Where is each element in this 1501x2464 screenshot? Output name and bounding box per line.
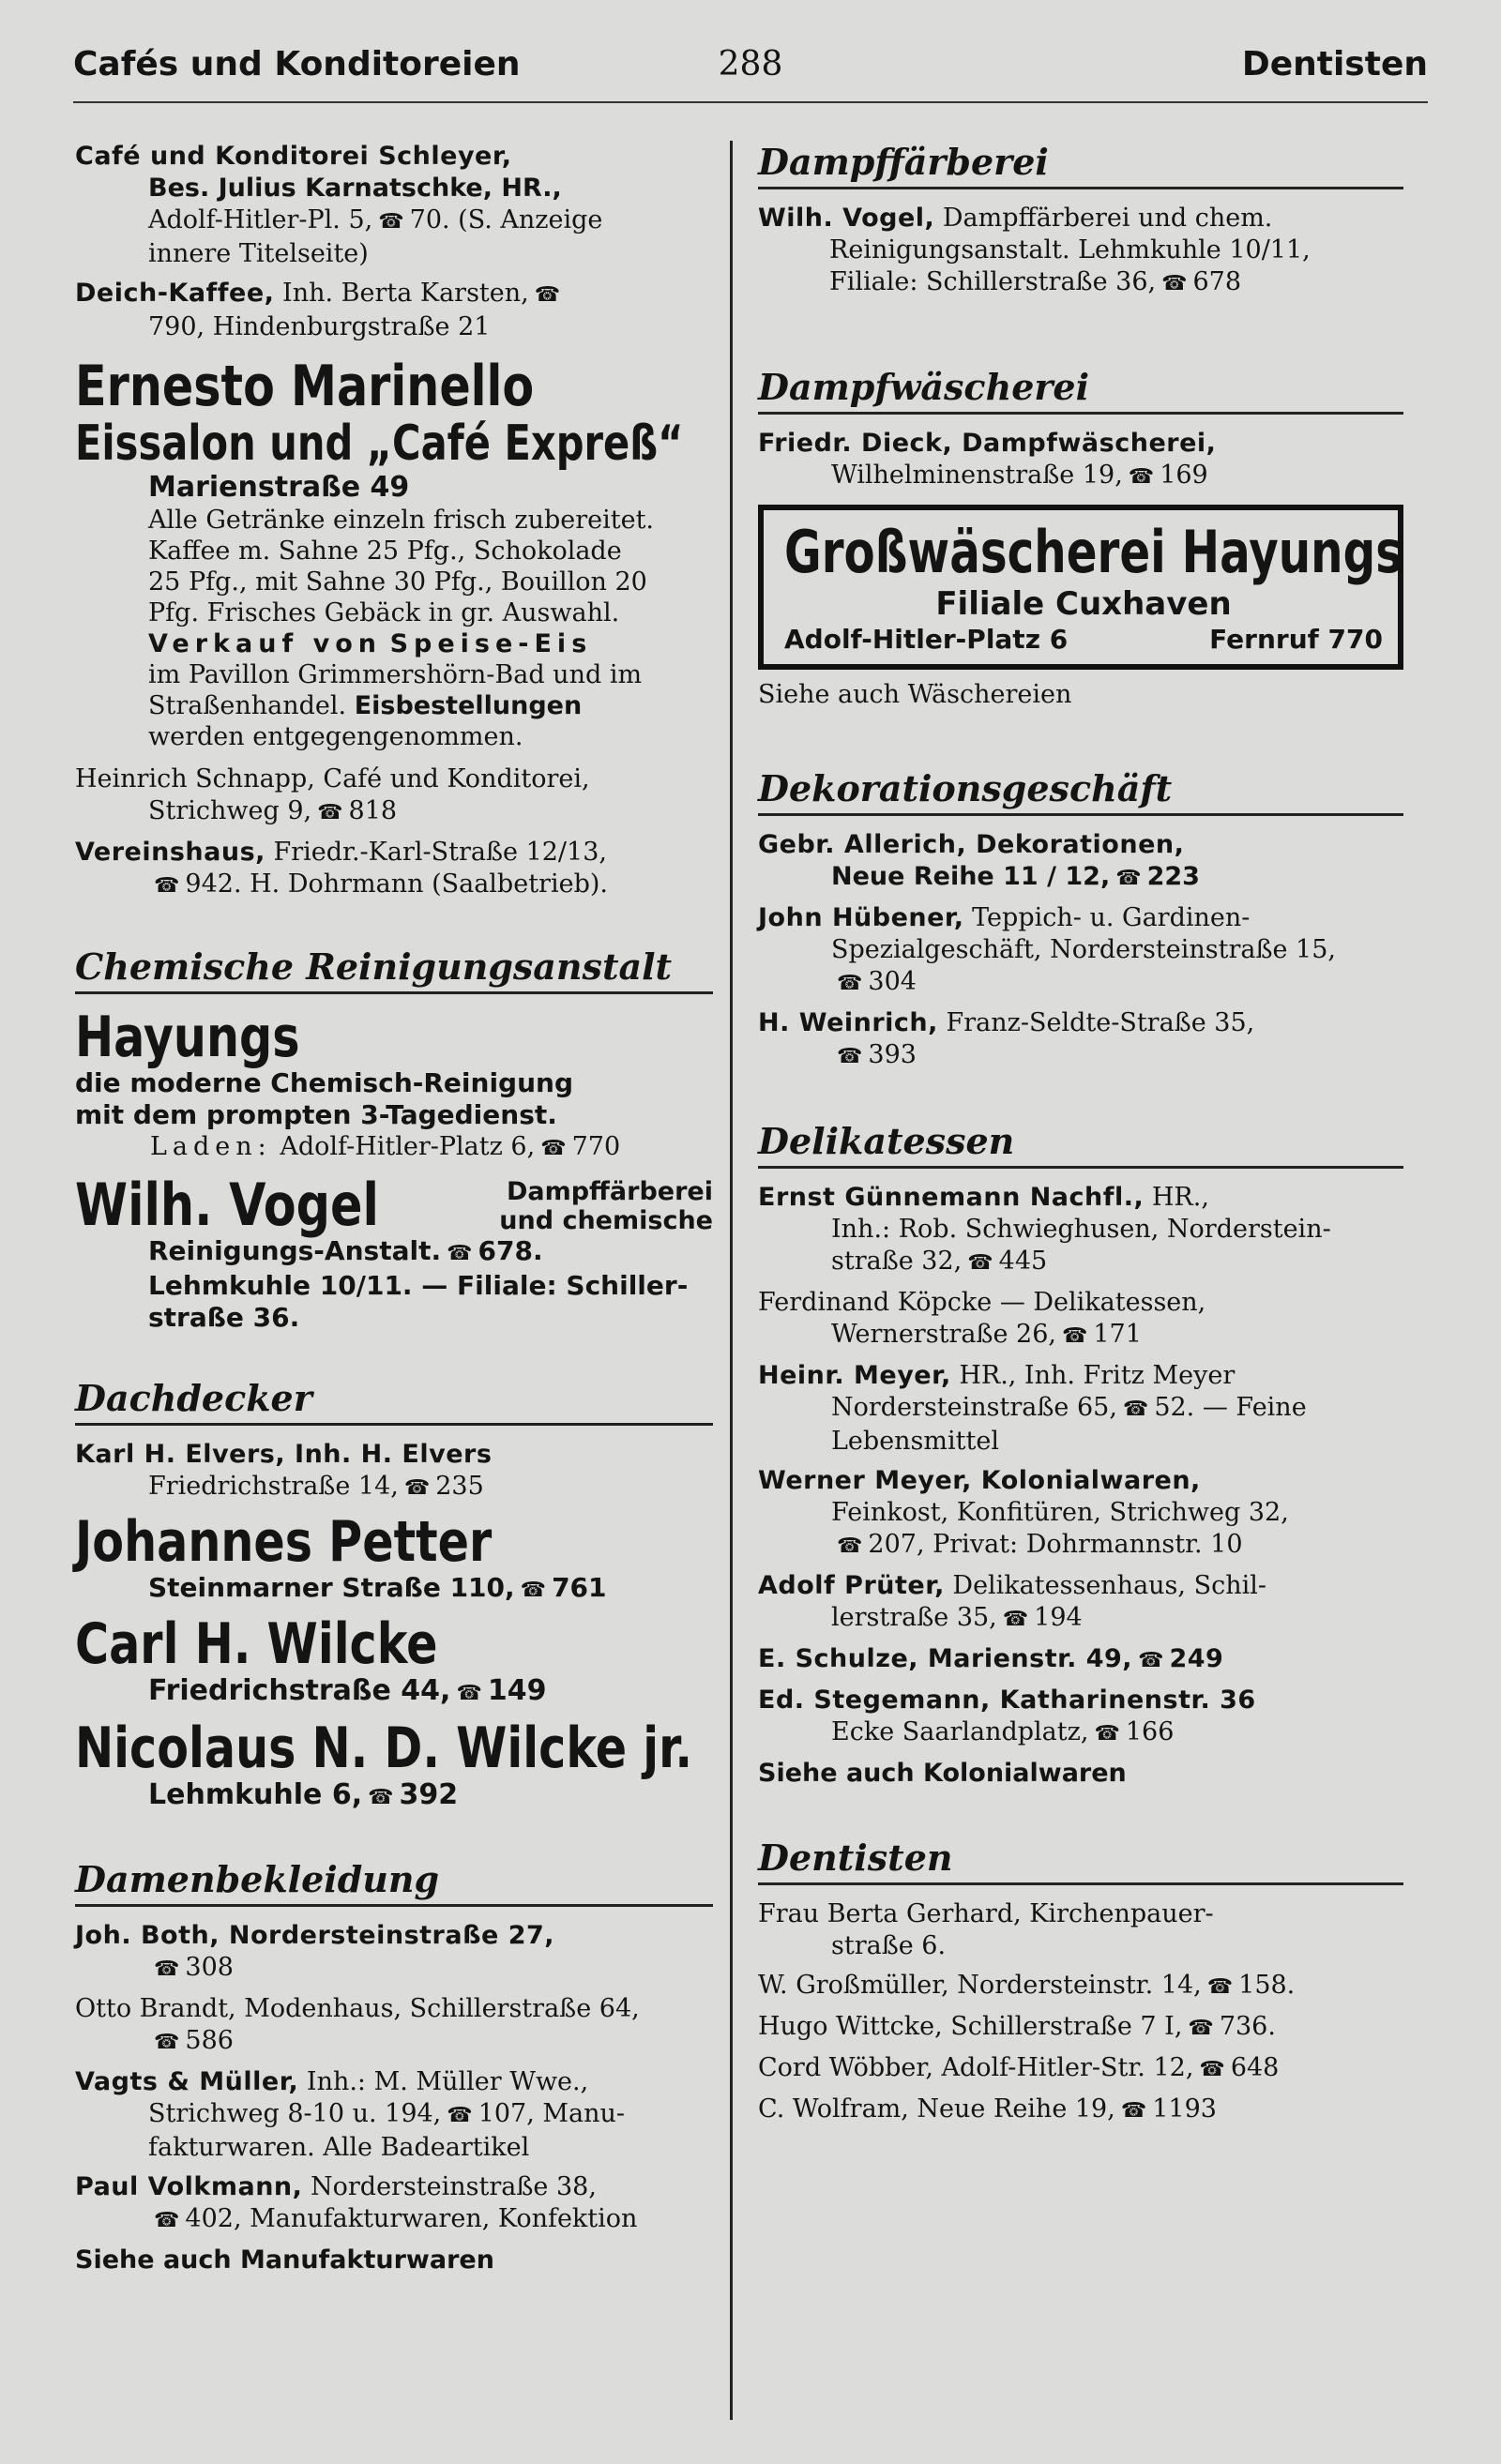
- ad-text: straße 36.: [148, 1302, 300, 1333]
- telephone-icon: ☎: [368, 1786, 394, 1809]
- ad-text: Pfg. Frisches Gebäck in gr. Auswahl.: [148, 598, 620, 627]
- hayungs-ad-box: [758, 505, 1403, 670]
- entry-line: [758, 266, 1403, 300]
- telephone-icon: ☎: [447, 1242, 473, 1265]
- list-item: [758, 1182, 1403, 1279]
- ad-text: [75, 1778, 713, 1815]
- entry-text: 445: [998, 1247, 1048, 1276]
- entry-line: [75, 204, 713, 238]
- entry-line: [758, 1392, 1403, 1426]
- entry-name: Wilh. Vogel,: [758, 204, 935, 233]
- ad-text: [75, 1572, 713, 1607]
- ad-title: Ernesto Marinello: [75, 354, 535, 419]
- entry-line: [758, 1319, 1403, 1353]
- right-column: [758, 141, 1403, 2135]
- entry-name: Gebr. Allerich, Dekorationen,: [758, 830, 1185, 859]
- entry-name: Friedr. Dieck, Dampfwäscherei,: [758, 429, 1217, 458]
- entry-line: [75, 869, 713, 902]
- entry-text: straße 32,: [831, 1247, 963, 1276]
- section-dampfwaescherei: [758, 366, 1403, 711]
- list-item: [758, 902, 1403, 1000]
- section-heading: Delikatessen: [758, 1120, 1403, 1169]
- entry-name: Vagts & Müller,: [75, 2067, 299, 2096]
- entry-line: [75, 1952, 713, 1986]
- entry-line: Spezialgeschäft, Nordersteinstraße 15,: [831, 935, 1336, 964]
- entry-text: 70. (S. Anzeige: [409, 205, 603, 234]
- ad-title: Hayungs: [75, 1005, 300, 1070]
- entry-line: [758, 1039, 1403, 1073]
- list-item: [758, 2094, 1403, 2127]
- entry-text: Dampffärberei und chem.: [942, 204, 1273, 233]
- list-item: [758, 1970, 1403, 2003]
- entry-text: 171: [1093, 1320, 1142, 1349]
- telephone-icon: ☎: [534, 283, 561, 307]
- section-dentisten: [758, 1837, 1403, 2127]
- entry-text: Friedr.-Karl-Straße 12/13,: [273, 838, 607, 867]
- list-item: [758, 1643, 1403, 1677]
- list-item: [758, 1898, 1403, 1962]
- section-heading: Dampfwäscherei: [758, 366, 1403, 415]
- left-column: [75, 141, 713, 2276]
- entry-text: Delikatessenhaus, Schil-: [952, 1571, 1266, 1600]
- entry-line: Feinkost, Konfitüren, Strichweg 32,: [831, 1498, 1289, 1527]
- entry-text: Otto Brandt, Modenhaus, Schillerstraße 64,: [75, 1994, 640, 2023]
- entry-text: lerstraße 35,: [831, 1603, 997, 1632]
- entry-name: Heinr. Meyer,: [758, 1361, 951, 1390]
- ad-text-part: 392: [399, 1778, 459, 1811]
- telephone-icon: ☎: [456, 1682, 482, 1705]
- entry-name: Ernst Günnemann Nachfl.,: [758, 1183, 1145, 1212]
- list-item: [758, 428, 1403, 493]
- telephone-icon: ☎: [317, 801, 343, 824]
- list-item: [758, 1287, 1403, 1353]
- telephone-icon: ☎: [154, 874, 180, 898]
- entry-text: HR., Inh. Fritz Meyer: [959, 1361, 1236, 1390]
- entry-name: H. Weinrich,: [758, 1008, 938, 1037]
- entry-line: [758, 1529, 1403, 1563]
- entry-line: Lebensmittel: [831, 1427, 999, 1456]
- section-delikatessen: [758, 1120, 1403, 1790]
- see-also: Siehe auch Manufakturwaren: [75, 2245, 494, 2275]
- entry-text: Ecke Saarlandplatz,: [831, 1717, 1089, 1746]
- entry-text: 169: [1160, 461, 1208, 490]
- entry-text: Strichweg 9,: [148, 796, 312, 825]
- marinello-ad: [75, 356, 713, 752]
- entry-text: 107, Manu-: [478, 2099, 626, 2128]
- telephone-icon: ☎: [154, 1958, 180, 1981]
- telephone-icon: ☎: [447, 2104, 473, 2127]
- section-heading: Dachdecker: [75, 1377, 713, 1426]
- telephone-icon: ☎: [154, 2209, 180, 2232]
- ad-text-part: Friedrichstraße 44,: [148, 1674, 451, 1707]
- list-item: [75, 1920, 713, 1986]
- entry-line: fakturwaren. Alle Badeartikel: [148, 2133, 530, 2162]
- ad-text-part: 149: [487, 1674, 547, 1707]
- entry-text: Nordersteinstraße 65,: [831, 1393, 1117, 1422]
- ad-text-part: 770: [571, 1132, 621, 1161]
- list-item: [75, 278, 713, 343]
- entry-text: Frau Berta Gerhard, Kirchenpauer-: [758, 1899, 1214, 1928]
- list-item: [758, 203, 1403, 300]
- entry-text: 586: [185, 2026, 234, 2055]
- entry-text: 1193: [1152, 2094, 1217, 2124]
- telephone-icon: ☎: [967, 1251, 993, 1275]
- entry-text: 235: [435, 1472, 484, 1501]
- entry-text: Heinrich Schnapp, Café und Konditorei,: [75, 764, 590, 794]
- entry-text: Teppich- u. Gardinen-: [972, 903, 1251, 932]
- entry-line: [75, 2098, 713, 2132]
- entry-line: Bes. Julius Karnatschke, HR.,: [148, 174, 562, 203]
- entry-text: 648: [1230, 2053, 1280, 2082]
- ad-side: [385, 1177, 713, 1235]
- entry-text: 223: [1146, 862, 1200, 891]
- telephone-icon: ☎: [540, 1137, 567, 1160]
- ad-text: werden entgegengenommen.: [148, 722, 523, 751]
- entry-line: [758, 861, 1403, 895]
- entry-text: Friedrichstraße 14,: [148, 1472, 399, 1501]
- entry-line: [758, 1246, 1403, 1279]
- section-dampffaerberei: [758, 141, 1403, 300]
- entry-text: Wernerstraße 26,: [831, 1320, 1056, 1349]
- ad-address: Adolf-Hitler-Platz 6: [784, 624, 1069, 655]
- page-header: [73, 45, 1428, 98]
- entry-text: 736.: [1219, 2012, 1276, 2041]
- header-left-title: Cafés und Konditoreien: [73, 45, 521, 83]
- entry-text: 308: [185, 1953, 234, 1982]
- ad-phone: Fernruf 770: [1209, 624, 1383, 655]
- telephone-icon: ☎: [154, 2031, 180, 2054]
- telephone-icon: ☎: [403, 1476, 431, 1500]
- ad-title: Carl H. Wilcke: [75, 1611, 438, 1677]
- entry-line: [758, 1602, 1403, 1636]
- entry-line: [75, 795, 713, 829]
- list-item: [758, 1465, 1403, 1563]
- entry-text: 304: [868, 967, 917, 996]
- entry-text: Strichweg 8-10 u. 194,: [148, 2099, 442, 2128]
- entry-text: 52. — Feine: [1154, 1393, 1307, 1422]
- ad-text: mit dem prompten 3-Tagedienst.: [75, 1099, 557, 1130]
- entry-line: [75, 1471, 713, 1504]
- ad-text: und chemische: [499, 1206, 713, 1235]
- ad-address: Marienstraße 49: [148, 471, 410, 504]
- entry-text: 942. H. Dohrmann (Saalbetrieb).: [185, 869, 608, 899]
- section-heading: Dampffärberei: [758, 141, 1403, 189]
- ad-text: 25 Pfg., mit Sahne 30 Pfg., Bouillon 20: [148, 567, 647, 597]
- ad-text-part: 761: [552, 1572, 607, 1603]
- telephone-icon: ☎: [378, 210, 404, 234]
- telephone-icon: ☎: [1206, 1975, 1234, 1999]
- ad-text: Lehmkuhle 10/11. — Filiale: Schiller-: [148, 1270, 689, 1301]
- ad-footer: [784, 623, 1383, 657]
- section-chemische-reinigung: [75, 945, 713, 1334]
- ad-text: Kaffee m. Sahne 25 Pfg., Schokolade: [148, 537, 622, 566]
- ad-emph: Speise-Eis: [389, 629, 593, 658]
- ad-text: [75, 1235, 713, 1270]
- header-right-title: Dentisten: [1241, 45, 1428, 83]
- column-divider: [730, 141, 733, 2420]
- section-damenbekleidung: [75, 1858, 713, 2276]
- telephone-icon: ☎: [837, 1045, 863, 1068]
- ad-text: die moderne Chemisch-Reinigung: [75, 1067, 574, 1098]
- ad-title: Wilh. Vogel: [75, 1171, 379, 1239]
- list-item: [75, 763, 713, 829]
- entry-text: Cord Wöbber, Adolf-Hitler-Str. 12,: [758, 2053, 1194, 2082]
- entry-text: 818: [348, 796, 398, 825]
- ad-text: [75, 690, 713, 721]
- telephone-icon: ☎: [1094, 1722, 1120, 1746]
- entry-line: innere Titelseite): [148, 239, 369, 268]
- list-item: [75, 1439, 713, 1504]
- list-item: [758, 1685, 1403, 1750]
- entry-name: Deich-Kaffee,: [75, 279, 275, 308]
- telephone-icon: ☎: [1199, 2058, 1225, 2081]
- entry-name: Werner Meyer, Kolonialwaren,: [758, 1466, 1201, 1495]
- ad-emph: Verkauf von: [148, 629, 382, 658]
- entry-line: [758, 460, 1403, 493]
- telephone-icon: ☎: [1188, 2017, 1214, 2040]
- entry-text: 166: [1125, 1717, 1175, 1746]
- list-item: [758, 2011, 1403, 2045]
- entry-name: John Hübener,: [758, 903, 964, 932]
- list-item: [758, 829, 1403, 895]
- entry-name: Café und Konditorei Schleyer,: [75, 142, 512, 171]
- telephone-icon: ☎: [1002, 1608, 1029, 1631]
- list-item: [758, 1570, 1403, 1636]
- list-item: [75, 1993, 713, 2059]
- ad-text: [75, 1674, 713, 1711]
- page-number: 288: [718, 45, 783, 83]
- entry-text: Wilhelminenstraße 19,: [831, 461, 1123, 490]
- section-heading: Damenbekleidung: [75, 1858, 713, 1907]
- section-heading: Dekorationsgeschäft: [758, 767, 1403, 816]
- telephone-icon: ☎: [1061, 1324, 1088, 1348]
- entry-line: 790, Hindenburgstraße 21: [148, 312, 491, 341]
- entry-line: [75, 2025, 713, 2059]
- telephone-icon: ☎: [1128, 465, 1155, 489]
- entry-line: [758, 1716, 1403, 1750]
- telephone-icon: ☎: [837, 1534, 863, 1558]
- entry-text: Inh.: M. Müller Wwe.,: [306, 2067, 589, 2096]
- entry-text: Adolf-Hitler-Pl. 5,: [148, 205, 373, 234]
- list-item: [75, 2066, 713, 2164]
- telephone-icon: ☎: [1115, 867, 1142, 890]
- ad-text-part: 678.: [478, 1235, 543, 1266]
- entry-text: Ferdinand Köpcke — Delikatessen,: [758, 1288, 1206, 1317]
- entry-text: Hugo Wittcke, Schillerstraße 7 I,: [758, 2012, 1183, 2041]
- telephone-icon: ☎: [520, 1579, 547, 1602]
- ad-text-part: Steinmarner Straße 110,: [148, 1572, 515, 1603]
- header-rule: [73, 101, 1428, 103]
- entry-name: Karl H. Elvers, Inh. H. Elvers: [75, 1440, 493, 1469]
- entry-text: 393: [868, 1040, 917, 1069]
- telephone-icon: ☎: [1120, 2099, 1147, 2123]
- entry-text: 194: [1034, 1603, 1083, 1632]
- entry-text: Nordersteinstraße 38,: [311, 2172, 597, 2201]
- ad-title: Großwäscherei Hayungs: [784, 518, 1403, 586]
- entry-text: Neue Reihe 11 / 12,: [831, 862, 1111, 891]
- section-heading: Dentisten: [758, 1837, 1403, 1885]
- telephone-icon: ☎: [1161, 272, 1188, 295]
- entry-text: 207, Privat: Dohrmannstr. 10: [868, 1530, 1243, 1559]
- list-item: [758, 1007, 1403, 1073]
- entry-phone: 249: [1169, 1644, 1224, 1673]
- list-item: [758, 1360, 1403, 1458]
- ad-text-part: Lehmkuhle 6,: [148, 1778, 363, 1811]
- ad-text: im Pavillon Grimmershörn-Bad und im: [148, 660, 643, 689]
- ad-emph: Eisbestellungen: [354, 691, 583, 720]
- entry-line: Reinigungsanstalt. Lehmkuhle 10/11,: [829, 235, 1311, 265]
- ad-text: [75, 628, 713, 659]
- entry-name: E. Schulze, Marienstr. 49,: [758, 1644, 1133, 1673]
- list-item: [758, 2052, 1403, 2086]
- telephone-icon: ☎: [1138, 1649, 1164, 1672]
- telephone-icon: ☎: [1122, 1398, 1149, 1421]
- section-heading: Chemische Reinigungsanstalt: [75, 945, 713, 994]
- vogel-ad: [75, 1171, 713, 1239]
- entry-text: Inh. Berta Karsten,: [282, 279, 529, 308]
- entry-line: [758, 966, 1403, 1000]
- entry-name: Paul Volkmann,: [75, 2172, 303, 2201]
- entry-text: Filiale: Schillerstraße 36,: [829, 267, 1157, 296]
- entry-text: 402, Manufakturwaren, Konfektion: [185, 2204, 638, 2233]
- telephone-icon: ☎: [837, 972, 863, 995]
- ad-text-part: Straßenhandel.: [148, 691, 347, 720]
- entry-name: Joh. Both, Nordersteinstraße 27,: [75, 1921, 555, 1950]
- ad-title: Johannes Petter: [75, 1509, 493, 1575]
- list-item: [75, 837, 713, 902]
- entry-text: 158.: [1238, 1971, 1296, 2000]
- entry-text: Franz-Seldte-Straße 35,: [946, 1008, 1255, 1037]
- section-dekorationsgeschaeft: [758, 767, 1403, 1073]
- ad-subtitle: Filiale Cuxhaven: [935, 585, 1232, 623]
- ad-text: Dampffärberei: [506, 1177, 713, 1206]
- entry-name: Ed. Stegemann, Katharinenstr. 36: [758, 1685, 1256, 1715]
- ad-title: Nicolaus N. D. Wilcke jr.: [75, 1716, 693, 1781]
- entry-text: W. Großmüller, Nordersteinstr. 14,: [758, 1971, 1202, 2000]
- entry-line: straße 6.: [831, 1931, 947, 1960]
- entry-name: Adolf Prüter,: [758, 1571, 945, 1600]
- entry-text: HR.,: [1151, 1183, 1209, 1212]
- entry-line: Inh.: Rob. Schwieghusen, Norderstein-: [831, 1215, 1331, 1244]
- entry-text: 678: [1192, 267, 1242, 296]
- see-also: Siehe auch Kolonialwaren: [758, 1759, 1127, 1788]
- see-also: Siehe auch Wäschereien: [758, 680, 1072, 709]
- ad-text-part: Laden:: [150, 1132, 272, 1161]
- section-dachdecker: [75, 1377, 713, 1815]
- entry-text: C. Wolfram, Neue Reihe 19,: [758, 2094, 1115, 2124]
- ad-title: Eissalon und „Café Expreß“: [75, 416, 684, 472]
- ad-text: [75, 1131, 713, 1164]
- entry-line: [75, 2203, 713, 2237]
- ad-text-part: Reinigungs-Anstalt.: [148, 1235, 442, 1266]
- list-item: [75, 2171, 713, 2237]
- section-cafes: [75, 141, 713, 902]
- ad-text: Alle Getränke einzeln frisch zubereitet.: [148, 506, 654, 535]
- entry-name: Vereinshaus,: [75, 838, 265, 867]
- ad-text-part: Adolf-Hitler-Platz 6,: [280, 1132, 536, 1161]
- list-item: [75, 141, 713, 270]
